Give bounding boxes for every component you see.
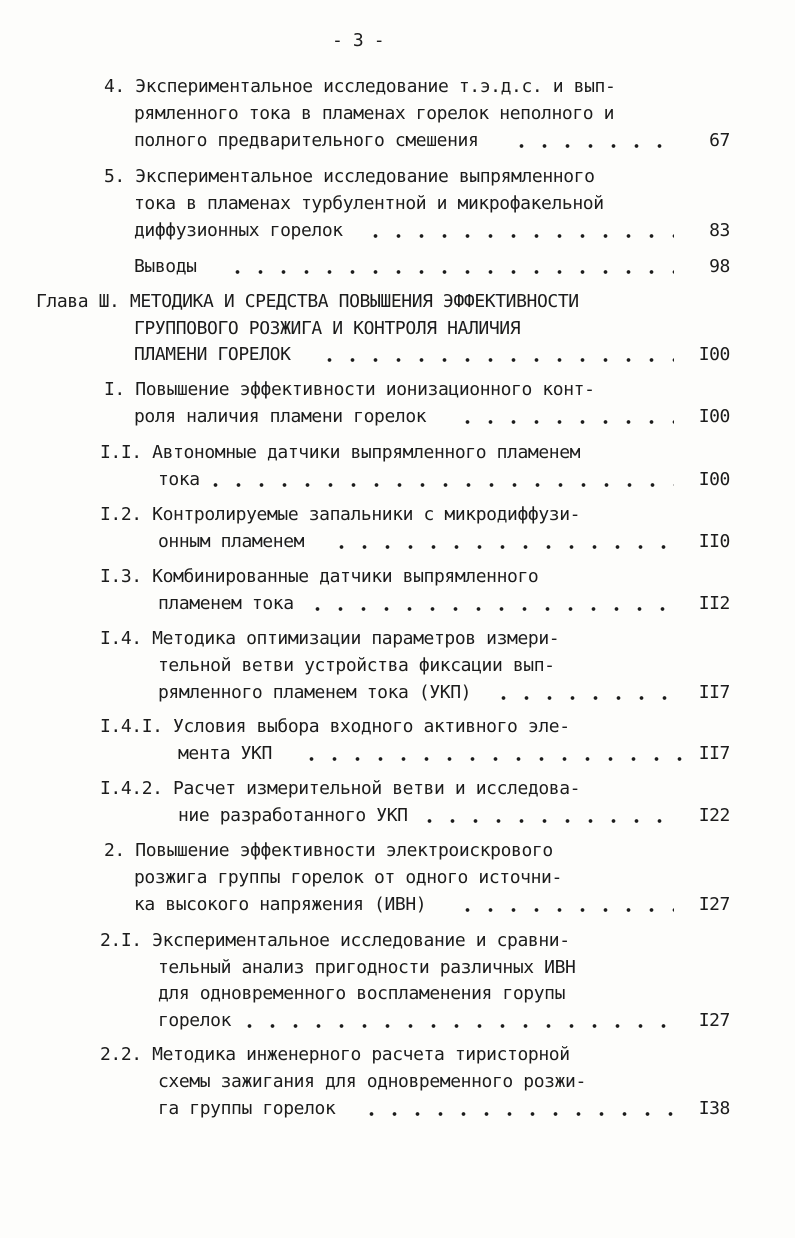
toc-section-1-4-line-2: тельной ветви устройства фиксации вып-	[158, 655, 555, 676]
toc-section-2-2-line-3: га группы горелок	[158, 1098, 336, 1119]
toc-section-1-1-page: I00	[698, 469, 730, 490]
toc-section-1-3-line-2: пламенем тока	[158, 593, 294, 614]
toc-section-1-line-1: I. Повышение эффективности ионизационного конт-	[104, 379, 595, 400]
dot-leader	[204, 483, 674, 487]
toc-entry-5-line-3: диффузионных горелок	[134, 220, 343, 241]
toc-section-2-2-page: I38	[698, 1098, 730, 1119]
toc-section-1-4-page: II7	[698, 682, 730, 703]
toc-section-1-2-page: II0	[698, 531, 730, 552]
toc-entry-4-line-3: полного предварительного смешения	[134, 130, 479, 151]
toc-section-2-line-1: 2. Повышение эффективности электроискрового	[104, 840, 553, 861]
toc-section-1-4-2-page: I22	[698, 805, 730, 826]
toc-conclusions: Выводы	[134, 256, 197, 277]
dot-leader	[330, 545, 674, 549]
dot-leader	[492, 696, 674, 700]
dot-leader	[300, 757, 690, 761]
toc-entry-4-line-1: 4. Экспериментальное исследование т.э.д.с. и вып-	[104, 76, 616, 97]
dot-leader	[418, 819, 674, 823]
toc-section-1-line-2: роля наличия пламени горелок	[134, 406, 427, 427]
toc-chapter-3-line-1: Глава Ш. МЕТОДИКА И СРЕДСТВА ПОВЫШЕНИЯ ЭФФЕКТИВНОСТИ	[36, 291, 579, 312]
toc-section-2-1-line-1: 2.I. Экспериментальное исследование и сравни-	[100, 930, 570, 951]
toc-section-1-1-line-2: тока	[158, 469, 200, 490]
toc-chapter-3-page: I00	[698, 344, 730, 365]
toc-entry-4-page: 67	[709, 130, 730, 151]
toc-section-2-line-2: розжига группы горелок от одного источни-	[134, 867, 562, 888]
dot-leader	[510, 144, 664, 148]
toc-section-1-4-1-line-1: I.4.I. Условия выбора входного активного эле-	[100, 716, 570, 737]
toc-section-2-1-line-3: для одновременного воспламенения горупы	[158, 983, 566, 1004]
toc-section-2-1-page: I27	[698, 1010, 730, 1031]
dot-leader	[456, 420, 674, 424]
toc-section-2-line-3: ка высокого напряжения (ИВН)	[134, 894, 427, 915]
toc-section-2-1-line-4: горелок	[158, 1010, 232, 1031]
dot-leader	[238, 1024, 674, 1028]
toc-section-2-1-line-2: тельный анализ пригодности различных ИВН	[158, 957, 576, 978]
dot-leader	[456, 908, 674, 912]
toc-section-1-4-line-3: рямленного пламенем тока (УКП)	[158, 682, 472, 703]
toc-section-1-3-line-1: I.3. Комбинированные датчики выпрямленного	[100, 566, 539, 587]
toc-section-1-2-line-2: онным пламенем	[158, 531, 305, 552]
toc-section-1-1-line-1: I.I. Автономные датчики выпрямленного пламенем	[100, 442, 581, 463]
toc-section-1-3-page: II2	[698, 593, 730, 614]
toc-section-1-4-line-1: I.4. Методика оптимизации параметров измери-	[100, 628, 560, 649]
toc-section-1-4-2-line-2: ние разработанного УКП	[178, 805, 408, 826]
dot-leader	[318, 358, 674, 362]
toc-section-1-4-1-page: II7	[698, 743, 730, 764]
toc-chapter-3-line-3: ПЛАМЕНИ ГОРЕЛОК	[134, 344, 291, 365]
toc-section-2-2-line-1: 2.2. Методика инженерного расчета тиристорной	[100, 1044, 570, 1065]
dot-leader	[360, 1112, 674, 1116]
toc-section-2-2-line-2: схемы зажигания для одновременного розжи-	[158, 1071, 586, 1092]
toc-section-2-page: I27	[698, 894, 730, 915]
dot-leader	[306, 607, 674, 611]
toc-entry-5-line-2: тока в пламенах турбулентной и микрофакельной	[134, 193, 604, 214]
page-number-header: - 3 -	[332, 30, 385, 51]
toc-section-1-2-line-1: I.2. Контролируемые запальники с микродиффузи-	[100, 504, 581, 525]
toc-entry-5-page: 83	[709, 220, 730, 241]
toc-section-1-4-2-line-1: I.4.2. Расчет измерительной ветви и исследова-	[100, 778, 581, 799]
toc-entry-5-line-1: 5. Экспериментальное исследование выпрямленного	[104, 166, 595, 187]
dot-leader	[226, 270, 674, 274]
toc-chapter-3-line-2: ГРУППОВОГО РОЗЖИГА И КОНТРОЛЯ НАЛИЧИЯ	[134, 318, 521, 339]
toc-section-1-4-1-line-2: мента УКП	[178, 743, 272, 764]
toc-section-1-page: I00	[698, 406, 730, 427]
toc-entry-4-line-2: рямленного тока в пламенах горелок неполного и	[134, 103, 615, 124]
dot-leader	[364, 234, 674, 238]
toc-conclusions-page: 98	[709, 256, 730, 277]
